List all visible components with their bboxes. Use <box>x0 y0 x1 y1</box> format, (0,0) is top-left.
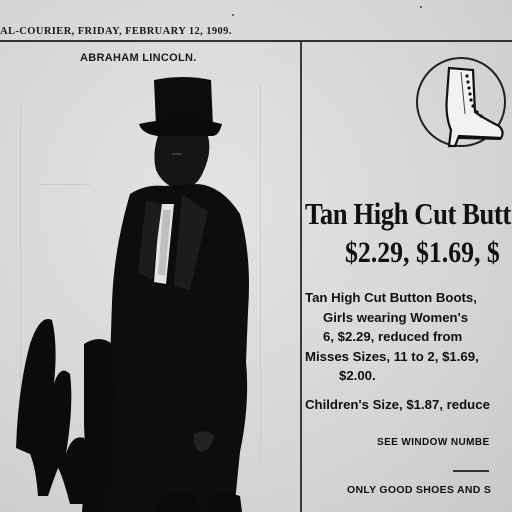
column-rule <box>300 42 302 512</box>
lincoln-figure <box>0 44 298 512</box>
header-rule <box>0 40 512 42</box>
high-cut-button-boot-icon <box>415 56 509 148</box>
ad-line: Misses Sizes, 11 to 2, $1.69, <box>305 348 479 364</box>
ad-line: $2.00. <box>339 368 376 383</box>
ad-prices: $2.29, $1.69, $ <box>345 236 500 269</box>
window-notice: SEE WINDOW NUMBE <box>377 437 490 448</box>
figure-caption: ABRAHAM LINCOLN. <box>80 52 197 64</box>
ad-line: Children's Size, $1.87, reduce <box>305 396 490 412</box>
ad-line: 6, $2.29, reduced from <box>323 329 463 344</box>
ad-divider <box>453 470 489 472</box>
lincoln-coat <box>100 184 249 512</box>
ad-headline: Tan High Cut Butt <box>305 196 511 231</box>
ad-line: Girls wearing Women's <box>323 309 469 325</box>
newspaper-header: AL-COURIER, FRIDAY, FEBRUARY 12, 1909. <box>0 26 232 37</box>
ad-body <box>305 288 512 414</box>
ad-footer: ONLY GOOD SHOES AND S <box>347 484 492 496</box>
lincoln-column <box>0 44 298 512</box>
ink-blotch <box>16 319 89 504</box>
shoe-advertisement <box>303 44 512 512</box>
ad-line: Tan High Cut Button Boots, <box>305 290 477 305</box>
scan-speck <box>232 14 234 16</box>
lincoln-head <box>154 136 209 190</box>
scan-speck <box>420 6 422 8</box>
